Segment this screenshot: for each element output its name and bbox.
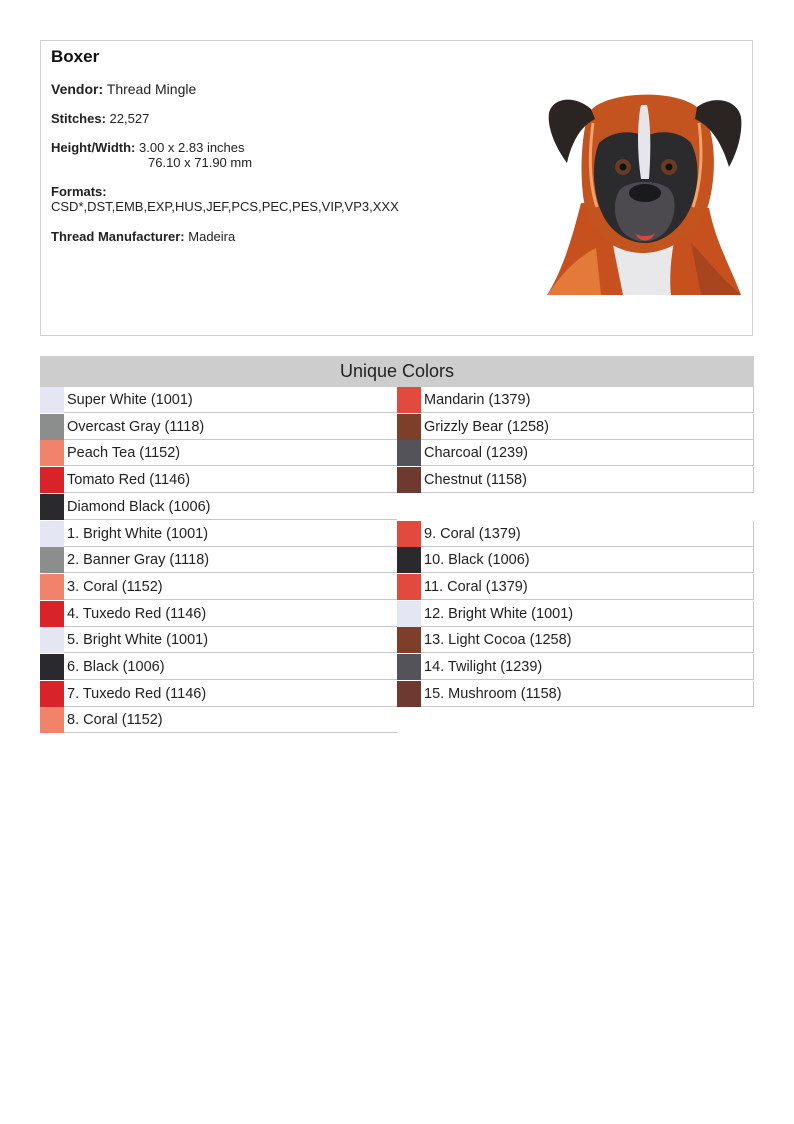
color-swatch [40, 547, 64, 573]
color-swatch [397, 681, 421, 707]
color-swatch [397, 467, 421, 493]
sequence-color-row [40, 681, 397, 707]
color-swatch [40, 627, 64, 653]
color-label: 4. Tuxedo Red (1146) [67, 605, 207, 622]
color-label: 5. Bright White (1001) [67, 632, 209, 649]
color-label: 8. Coral (1152) [67, 712, 163, 729]
color-label: Chestnut (1158) [424, 472, 527, 489]
sequence-color-row [40, 521, 397, 547]
color-label: 15. Mushroom (1158) [424, 685, 562, 702]
unique-color-row [397, 414, 754, 440]
color-label: Tomato Red (1146) [67, 472, 191, 489]
color-label: 11. Coral (1379) [424, 578, 528, 595]
color-label: 13. Light Cocoa (1258) [424, 632, 572, 649]
color-swatch [397, 574, 421, 600]
color-swatch [397, 414, 421, 440]
color-swatch [40, 654, 64, 680]
color-swatch [40, 414, 64, 440]
color-label: 12. Bright White (1001) [424, 605, 574, 622]
color-swatch [397, 440, 421, 466]
thread-manufacturer-value: Madeira [188, 229, 236, 244]
color-label: 3. Coral (1152) [67, 578, 163, 595]
sequence-color-row [40, 627, 397, 653]
unique-color-row [40, 414, 397, 440]
unique-color-row [397, 440, 754, 466]
color-label: 10. Black (1006) [424, 552, 530, 569]
color-label: 6. Black (1006) [67, 659, 165, 675]
color-swatch [40, 467, 64, 493]
height-width-label: Height/Width: [51, 140, 136, 155]
color-swatch [40, 574, 64, 600]
color-swatch [40, 521, 64, 547]
design-info-panel [40, 40, 753, 336]
color-swatch [397, 627, 421, 653]
vendor-label: Vendor: [51, 81, 104, 97]
stitches-label: Stitches: [51, 111, 106, 126]
thread-manufacturer-field [51, 229, 235, 244]
color-label: Peach Tea (1152) [67, 445, 181, 462]
color-swatch [40, 387, 64, 413]
sequence-color-row [397, 654, 754, 680]
color-label: 7. Tuxedo Red (1146) [67, 685, 207, 702]
sequence-color-row [40, 601, 397, 627]
sequence-color-row [40, 574, 397, 600]
unique-colors-header: Unique Colors [40, 356, 754, 387]
color-swatch [397, 387, 421, 413]
unique-color-row [397, 467, 754, 493]
color-swatch [40, 494, 64, 520]
sequence-color-row [397, 681, 754, 707]
sequence-color-row [397, 601, 754, 627]
unique-color-row [397, 387, 754, 413]
vendor-field [51, 81, 196, 97]
color-label: Super White (1001) [67, 392, 193, 408]
boxer-dog-image [541, 83, 746, 301]
color-label: 14. Twilight (1239) [424, 659, 543, 675]
color-swatch [397, 601, 421, 627]
color-swatch [40, 681, 64, 707]
sequence-color-row [40, 707, 397, 733]
color-label: Diamond Black (1006) [67, 498, 211, 515]
formats-value: CSD*,DST,EMB,EXP,HUS,JEF,PCS,PEC,PES,VIP,VP3,XXX [51, 199, 399, 214]
sequence-color-row [40, 547, 397, 573]
unique-color-row [40, 494, 397, 520]
unique-color-row [40, 440, 397, 466]
stitches-value: 22,527 [109, 111, 150, 126]
color-label: 2. Banner Gray (1118) [67, 552, 210, 569]
unique-colors-section [40, 356, 754, 729]
unique-color-row [40, 387, 397, 413]
color-label: 1. Bright White (1001) [67, 525, 209, 542]
formats-label [51, 184, 107, 199]
vendor-value: Thread Mingle [106, 81, 197, 97]
color-swatch [397, 521, 421, 547]
color-label: Grizzly Bear (1258) [424, 418, 549, 435]
color-label: 9. Coral (1379) [424, 525, 521, 542]
sequence-color-row [397, 627, 754, 653]
stitches-field [51, 111, 149, 126]
color-swatch [397, 654, 421, 680]
height-width-field [51, 140, 245, 155]
color-label: Overcast Gray (1118) [67, 418, 205, 435]
sequence-color-row [40, 654, 397, 680]
color-swatch [40, 707, 64, 733]
design-title: Boxer [51, 47, 100, 66]
sequence-color-row [397, 547, 754, 573]
unique-color-row [40, 467, 397, 493]
color-label: Mandarin (1379) [424, 392, 531, 408]
sequence-color-row [397, 521, 754, 547]
sequence-color-row [397, 574, 754, 600]
height-width-mm: 76.10 x 71.90 mm [148, 155, 253, 170]
height-width-inches: 3.00 x 2.83 inches [139, 140, 245, 155]
color-swatch [40, 440, 64, 466]
color-swatch [397, 547, 421, 573]
thread-manufacturer-label: Thread Manufacturer: [51, 229, 185, 244]
color-label: Charcoal (1239) [424, 445, 528, 462]
color-swatch [40, 601, 64, 627]
formats-label-text: Formats: [51, 184, 107, 199]
